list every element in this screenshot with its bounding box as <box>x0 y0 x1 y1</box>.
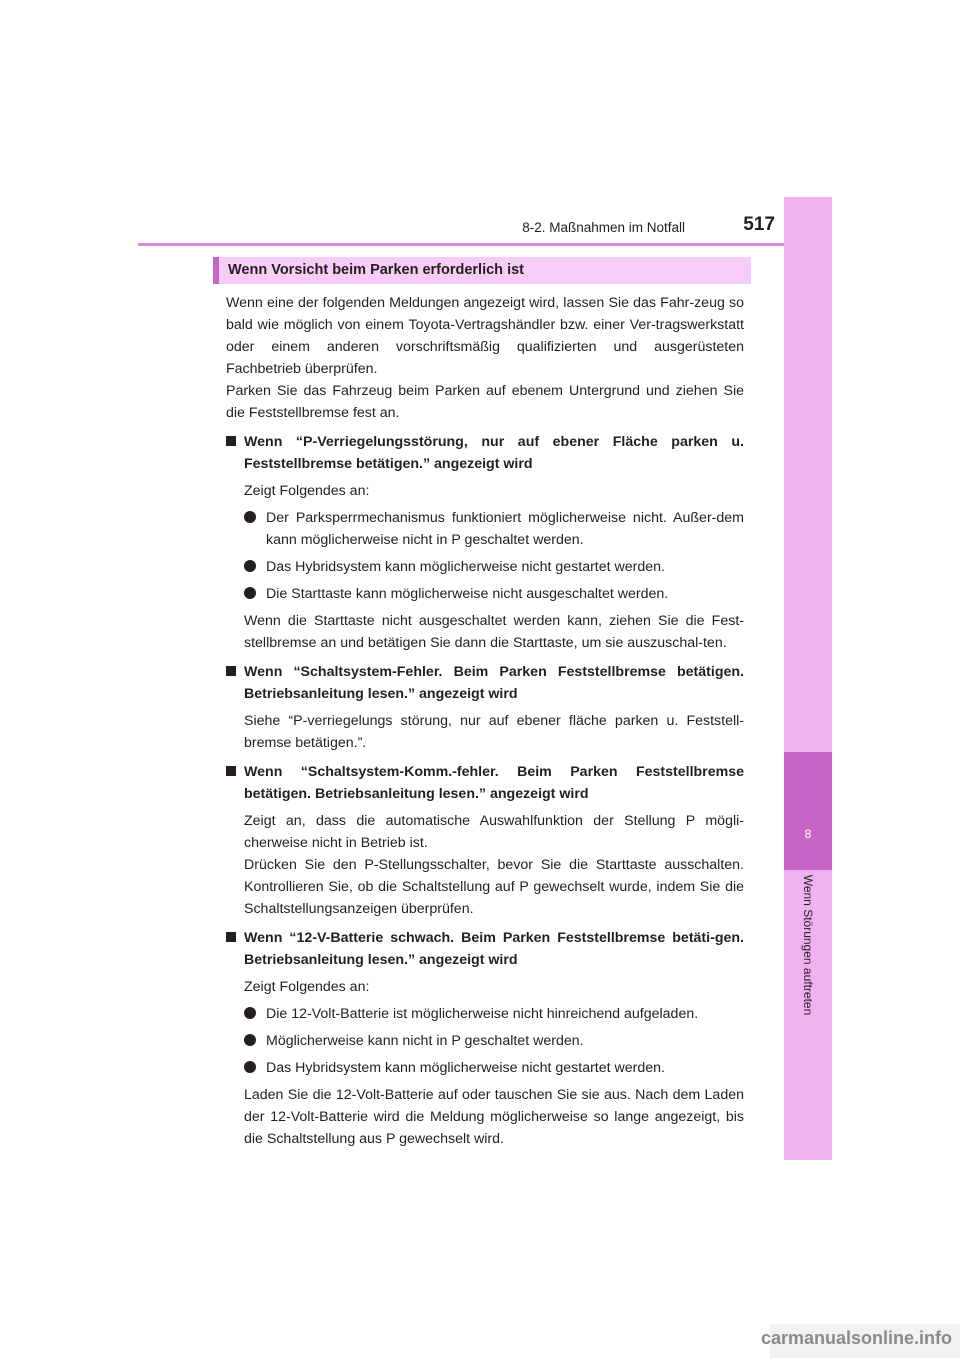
list-item: Das Hybridsystem kann möglicherweise nicht gestartet werden. <box>226 1057 744 1079</box>
chapter-side-tab-marker <box>784 752 832 870</box>
section-body: Zeigt an, dass die automatische Auswahlfunktion der Stellung P mögli-cherweise nicht in Betrieb ist. <box>244 813 744 851</box>
square-bullet-icon <box>226 932 236 942</box>
chapter-number: 8 <box>804 827 812 841</box>
list-item: Möglicherweise kann nicht in P geschaltet werden. <box>226 1030 744 1052</box>
callout-accent-bar <box>213 257 219 284</box>
section-body: Siehe “P-verriegelungs störung, nur auf ebener fläche parken u. Feststell-bremse betätigen.”. <box>244 713 744 751</box>
bullet-dot-icon <box>244 560 256 572</box>
header-divider <box>138 243 832 246</box>
list-item: Die Starttaste kann möglicherweise nicht ausgeschaltet werden. <box>226 583 744 605</box>
section-heading: Wenn “P-Verriegelungsstörung, nur auf ebener Fläche parken u. Feststellbremse betätigen.” angezeigt wird <box>226 431 744 475</box>
chapter-label: Wenn Störungen auftreten <box>801 874 815 1016</box>
bullet-dot-icon <box>244 511 256 523</box>
section-body: Laden Sie die 12-Volt-Batterie auf oder tauschen Sie sie aus. Nach dem Laden der 12-Volt-Batterie wird die Meldung möglicherweise so lange angezeigt, bis die Schaltstellung aus P gewechselt wird. <box>244 1087 744 1147</box>
square-bullet-icon <box>226 766 236 776</box>
square-bullet-icon <box>226 666 236 676</box>
list-item: Die 12-Volt-Batterie ist möglicherweise nicht hinreichend aufgeladen. <box>226 1003 744 1025</box>
section-heading: Wenn “Schaltsystem-Fehler. Beim Parken Feststellbremse betätigen. Betriebsanleitung lesen.” angezeigt wird <box>226 661 744 705</box>
square-bullet-icon <box>226 436 236 446</box>
bullet-dot-icon <box>244 587 256 599</box>
section-heading: Wenn “12-V-Batterie schwach. Beim Parken Feststellbremse betäti-gen. Betriebsanleitung lesen.” angezeigt wird <box>226 927 744 971</box>
caution-callout <box>213 257 751 284</box>
callout-title: Wenn Vorsicht beim Parken erforderlich ist <box>228 262 524 278</box>
section-body: Drücken Sie den P-Stellungsschalter, bevor Sie die Starttaste ausschalten. Kontrollieren Sie, ob die Schaltstellung auf P gewechselt wurde, indem Sie die Schaltstellungsanzeigen überprüfen. <box>244 857 744 917</box>
bullet-dot-icon <box>244 1034 256 1046</box>
section-lead: Zeigt Folgendes an: <box>244 979 370 995</box>
list-item: Der Parksperrmechanismus funktioniert möglicherweise nicht. Außer-dem kann möglicherweise nicht in P geschaltet werden. <box>226 507 744 551</box>
section-lead: Zeigt Folgendes an: <box>244 483 370 499</box>
section-body: Wenn die Starttaste nicht ausgeschaltet werden kann, ziehen Sie die Fest-stellbremse an und betätigen Sie dann die Starttaste, um sie auszuschal-ten. <box>244 613 744 651</box>
bullet-dot-icon <box>244 1061 256 1073</box>
watermark-text: carmanualsonline.info <box>760 1328 952 1348</box>
intro-paragraph: Wenn eine der folgenden Meldungen angezeigt wird, lassen Sie das Fahr-zeug so bald wie möglich von einem Toyota-Vertragshändler bzw. einer Ver-tragswerkstatt oder einem anderen vorschriftsmäßig qualifizierten und ausgerüsteten Fachbetrieb überprüfen. <box>226 295 744 377</box>
page-number: 517 <box>743 214 775 235</box>
chapter-side-tab <box>784 197 832 1160</box>
list-item: Das Hybridsystem kann möglicherweise nicht gestartet werden. <box>226 556 744 578</box>
bullet-dot-icon <box>244 1007 256 1019</box>
header-section-title: 8-2. Maßnahmen im Notfall <box>522 220 685 235</box>
watermark <box>760 1324 960 1358</box>
main-content <box>226 292 744 1150</box>
section-heading: Wenn “Schaltsystem-Komm.-fehler. Beim Parken Feststellbremse betätigen. Betriebsanleitung lesen.” angezeigt wird <box>226 761 744 805</box>
intro-paragraph: Parken Sie das Fahrzeug beim Parken auf ebenem Untergrund und ziehen Sie die Feststellbremse fest an. <box>226 383 744 421</box>
